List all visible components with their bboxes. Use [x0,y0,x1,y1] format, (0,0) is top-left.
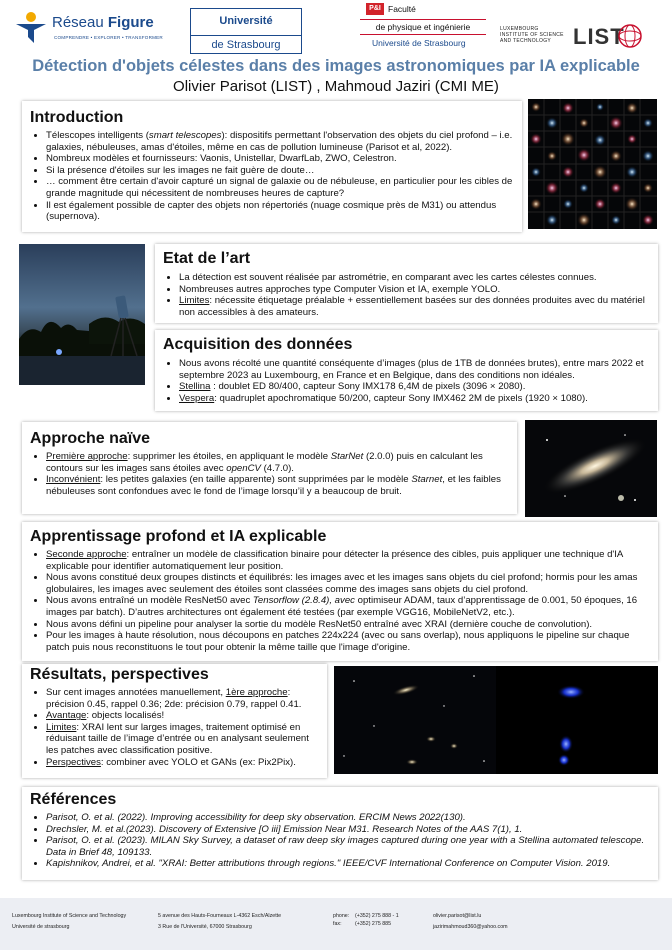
list-item: • Avantage: objects localisés! [46,710,321,722]
list-item: • Nous avons constitué deux groupes distincts et équilibrés: les images avec et les images sans objets du ciel profond; hormis pour les amas globulaires, les images avec seulement des étoiles sont classées comme des images sans objets du ciel profond. [46,572,650,595]
footer-phone: (+352) 275 888 - 1 [355,913,399,919]
andromeda-icon [525,420,657,517]
footer-fax-label: fax: [333,921,342,927]
list-item: • Nombreux modèles et fournisseurs: Vaonis, Unistellar, DwarfLab, ZWO, Celestron. [46,153,514,165]
poster-authors: Olivier Parisot (LIST) , Mahmoud Jaziri (CMI ME) [173,78,499,95]
intro-list [30,130,514,223]
list-item: • Inconvénient: les petites galaxies (en taille apparente) sont supprimées par le modèle Starnet, et les faibles nébuleuses sont confondues avec le fond de l’image lorsqu’il y a beaucoup de bruit. [46,474,509,497]
list-item: • Perspectives: combiner avec YOLO et GANs (ex: Pix2Pix). [46,757,321,769]
list-item: • Nous avons entraîné un modèle ResNet50 avec Tensorflow (2.8.4), avec optimiseur ADAM, taux d’apprentissage de 0.001, 50 époques, 16 images par batch). D’autres architectures ont également été testées (par exemple VGG16, MobileNetV2, etc.). [46,595,650,618]
list-item: • Nous avons défini un pipeline pour analyser la sortie du modèle ResNet50 entraîné avec XRAI (dernière couche de convolution). [46,619,650,631]
list-item: • Il est également possible de capter des objets non répertoriés (nuage cosmique près de M31) ou attendus (supernova). [46,200,514,223]
footer-addr1: 5 avenue des Hauts-Fourneaux L-4362 Esch/Alzette [158,913,282,919]
footer-fax: (+352) 275 885 [355,921,392,927]
results-list [30,687,321,768]
references-section [22,787,658,880]
galaxy-mosaic-icon [528,99,657,229]
footer [0,898,672,950]
list-item: • … comment être certain d'avoir capturé un signal de galaxie ou de nébuleuse, en particulier pour les cibles de grande magnitude qui nécessitent de nombreuses heures de capture? [46,176,514,199]
list-item: • Sur cent images annotées manuellement, 1ère approche: précision 0.45, rappel 0.36; 2de: précision 0.79, rappel 0.41. [46,687,321,710]
footer-email2[interactable]: jazirimahmoud360@yahoo.com [433,924,508,930]
fac-line1: Faculté [388,4,416,14]
acquisition-list [163,358,650,404]
galaxy-mosaic-image [528,99,657,229]
etat-section [155,244,658,323]
footer-org2: Université de strasbourg [12,924,70,930]
list-item: • Vespera: quadruplet apochromatique 50/200, capteur Sony IMX462 2M de pixels (1920 × 1080). [179,393,650,405]
acquisition-heading: Acquisition des données [163,336,353,353]
list-item: • La détection est souvent réalisée par astrométrie, en comparant avec les cartes célestes connues. [179,272,650,284]
list-item: • Stellina : doublet ED 80/400, capteur Sony IMX178 6,4M de pixels (3096 × 2080). [179,381,650,393]
unistra-logo [190,8,302,54]
footer-addr2: 3 Rue de l'Université, 67000 Strasbourg [158,924,252,930]
fac-physique-logo [360,0,488,54]
telescope-photo-icon [19,244,145,385]
intro-heading: Introduction [30,109,124,126]
naive-list [30,451,509,497]
etat-heading: Etat de l’art [163,250,251,267]
naive-heading: Approche naïve [30,430,151,447]
result-raw-icon [334,666,496,774]
list-item: • Pour les images à haute résolution, nous découpons en patches 224x224 (avec ou sans overlap), nous appliquons le pipeline sur chaque patch puis nous reconstituons le tout pour obtenir la même taille que l'image d'origine. [46,630,650,653]
list-logo [500,22,650,52]
list-item: • Seconde approche: entraîner un modèle de classification binaire pour détecter la présence des cibles, puis appliquer une technique d'IA explicable pour identifier automatiquement leur position. [46,549,650,572]
list-big-text: LIST [573,24,625,49]
acquisition-section [155,330,658,411]
reseau-figure-mark-icon [14,10,48,44]
list-item: • Première approche: supprimer les étoiles, en appliquant le modèle StarNet (2.0.0) puis en calculant les contours sur les images sans étoiles avec openCV (4.7.0). [46,451,509,474]
deep-list [30,549,650,653]
list-item: • Kapishnikov, Andrei, et al. "XRAI: Better attributions through regions." IEEE/CVF International Conference on Computer Vision. 2019. [46,858,650,870]
andromeda-image [525,420,657,517]
list-circle-icon [616,22,644,50]
refs-list [30,812,650,870]
unistra-line1: Université [219,15,273,27]
intro-section [22,101,522,232]
list-item: • Nous avons récolté une quantité conséquente d’images (plus de 1TB de données brutes), entre mars 2022 et septembre 2023 au Luxembourg, en France et en Belgique, dans des conditions non idéales. [179,358,650,381]
footer-org1: Luxembourg Institute of Science and Technology [12,913,127,919]
result-xrai-image [496,666,658,774]
list-small-text: LUXEMBOURG INSTITUTE OF SCIENCE AND TECHNOLOGY [500,26,564,44]
results-section [22,664,327,778]
result-raw-image [334,666,496,774]
list-item: • Limites: XRAI lent sur larges images, traitement optimisé en réduisant taille de l’image d’entrée ou en analysant seulement les patches avec classification positive. [46,722,321,757]
list-item: • Limites: nécessite étiquetage préalable + essentiellement basées sur des données produites avec du matériel non accessibles à des amateurs. [179,295,650,318]
list-item: • Parisot, O. et al. (2023). MILAN Sky Survey, a dataset of raw deep sky images captured during one year with a Stellina automated telescope. Data in Brief 48, 109133. [46,835,650,858]
footer-email1[interactable]: olivier.parisot@list.lu [433,913,482,919]
list-item: • Parisot, O. et al. (2022). Improving accessibility for deep sky observation. ERCIM News 2022(130). [46,812,650,824]
reseau-figure-logo [14,8,164,48]
unistra-line2: de Strasbourg [191,35,301,51]
list-item: • Si la présence d'étoiles sur les images ne fait guère de doute… [46,165,514,177]
etat-list [163,272,650,318]
reseau-figure-name: Réseau Figure [52,14,154,31]
result-xrai-icon [496,666,658,774]
deep-learning-section [22,522,658,661]
fac-line2: de physique et ingénierie [360,19,486,35]
list-item: • Nombreuses autres approches type Computer Vision et IA, exemple YOLO. [179,284,650,296]
naive-section [22,422,517,514]
telescope-photo [19,244,145,385]
poster-title: Détection d'objets célestes dans des images astronomiques par IA explicable [32,57,640,75]
refs-heading: Références [30,791,117,808]
fac-line3: Université de Strasbourg [372,38,466,48]
fac-badge: P&I [366,3,384,15]
results-heading: Résultats, perspectives [30,666,209,683]
deep-heading: Apprentissage profond et IA explicable [30,528,327,545]
reseau-figure-tagline: COMPRENDRE • EXPLORER • TRANSFORMER [54,35,163,40]
footer-phone-label: phone: [333,913,350,919]
list-item: • Drechsler, M. et al.(2023). Discovery of Extensive [O iii] Emission Near M31. Research Notes of the AAS 7(1), 1. [46,824,650,836]
list-item: • Télescopes intelligents (smart telescopes): dispositifs permettant l'observation des objets du ciel profond – i.e. galaxies, nébuleuses, amas d'étoiles, même en cas de pollution lumineuse (Parisot et al, 2022). [46,130,514,153]
